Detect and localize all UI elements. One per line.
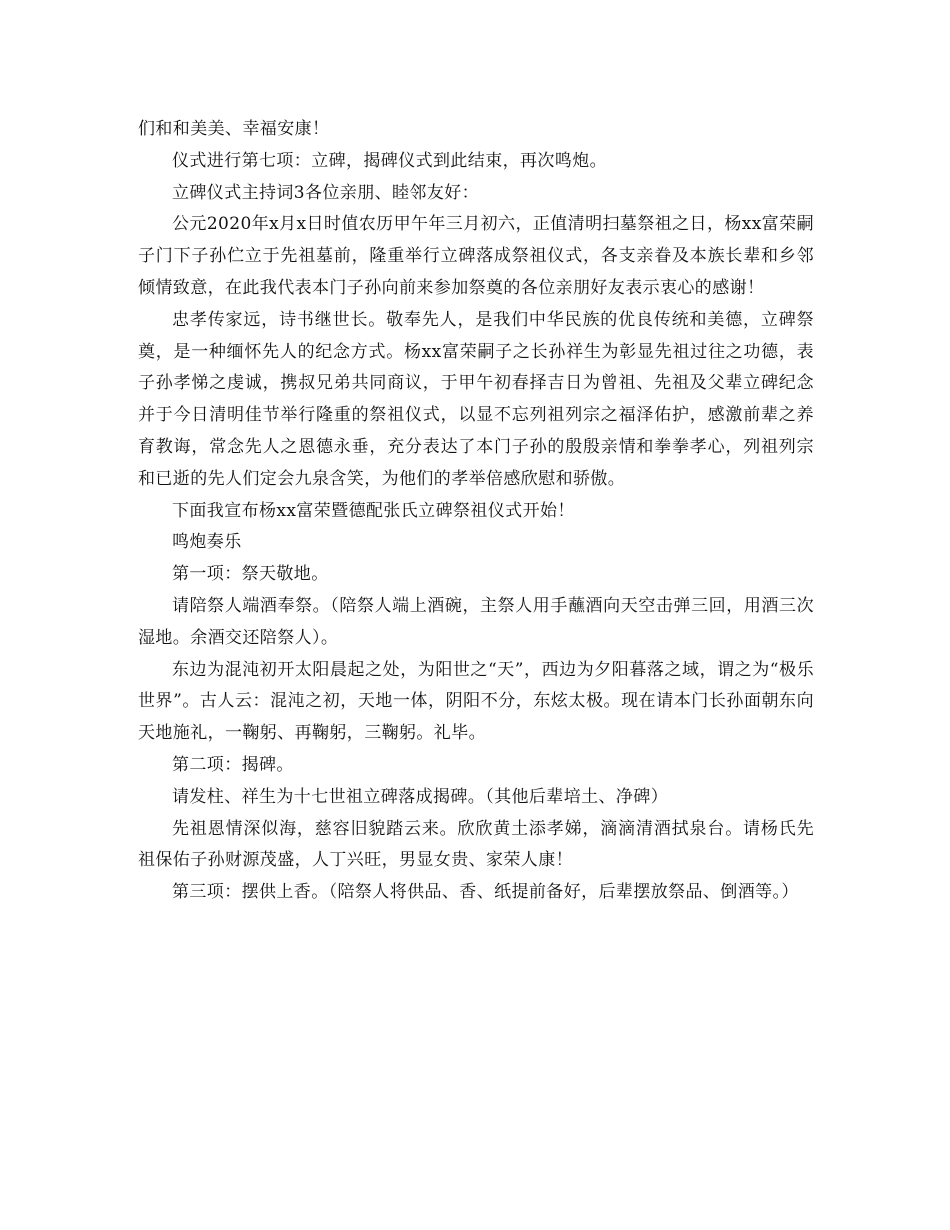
- paragraph-announcement: 下面我宣布杨xx富荣暨德配张氏立碑祭祖仪式开始！: [172, 500, 575, 521]
- paragraph-tradition: 忠孝传家远，诗书继世长。敬奉先人，是我们中华民族的优良传统和美德，立碑祭奠，是一种缅怀先人的纪念方式。杨xx富荣嗣子之长孙祥生为彰显先祖过往之功德，表子孙孝悌之虔诚，携叔兄弟共同商议，于甲午初春择吉日为曾祖、先祖及父辈立碑纪念并于今日清明佳节举行隆重的祭祖仪式，以显不忘列祖列宗之福泽佑护，感激前辈之养育教诲，常念先人之恩德永垂，充分表达了本门子孙的殷殷亲情和拳拳孝心，列祖列宗和已逝的先人们定会九泉含笑，为他们的孝举倍感欣慰和骄傲。: [138, 309, 814, 489]
- paragraph-script-heading: 立碑仪式主持词3各位亲朋、睦邻友好：: [172, 182, 480, 203]
- paragraph-step-two: 第二项：揭碑。: [172, 754, 294, 775]
- paragraph-step-one: 第一项：祭天敬地。: [172, 564, 329, 585]
- paragraph-step-three: 第三项：摆供上香。（陪祭人将供品、香、纸提前备好，后辈摆放祭品、倒酒等。）: [172, 882, 799, 903]
- document-body: [138, 114, 814, 909]
- paragraph-step-seven: 仪式进行第七项：立碑，揭碑仪式到此结束，再次鸣炮。: [172, 150, 607, 171]
- paragraph-ancestor-blessing: 先祖恩情深似海，慈容旧貌踏云来。欣欣黄土添孝娣，滴滴清酒拭泉台。请杨氏先祖保佑子孙财源茂盛，人丁兴旺，男显女贵、家荣人康！: [138, 818, 814, 871]
- paragraph-unveil: 请发柱、祥生为十七世祖立碑落成揭碑。（其他后辈培土、净碑）: [172, 786, 669, 807]
- paragraph-opening: 公元2020年x月x日时值农历甲午年三月初六，正值清明扫墓祭祖之日，杨xx富荣嗣子门下子孙伫立于先祖墓前，隆重举行立碑落成祭祖仪式，各支亲眷及本族长辈和乡邻倾情致意，在此我代表本门子孙向前来参加祭奠的各位亲朋好友表示衷心的感谢！: [138, 214, 814, 298]
- paragraph-firecrackers: 鸣炮奏乐: [172, 532, 242, 553]
- paragraph-continuation: 们和和美美、幸福安康！: [138, 119, 330, 139]
- paragraph-wine-offering: 请陪祭人端酒奉祭。（陪祭人端上酒碗，主祭人用手蘸酒向天空击弹三回，用酒三次湿地。余酒交还陪祭人）。: [138, 595, 814, 648]
- paragraph-east-west: 东边为混沌初开太阳晨起之处，为阳世之“天”，西边为夕阳暮落之域，谓之为“极乐世界”。古人云：混沌之初，天地一体，阴阳不分，东炫太极。现在请本门长孙面朝东向天地施礼，一鞠躬、再鞠躬，三鞠躬。礼毕。: [138, 659, 814, 744]
